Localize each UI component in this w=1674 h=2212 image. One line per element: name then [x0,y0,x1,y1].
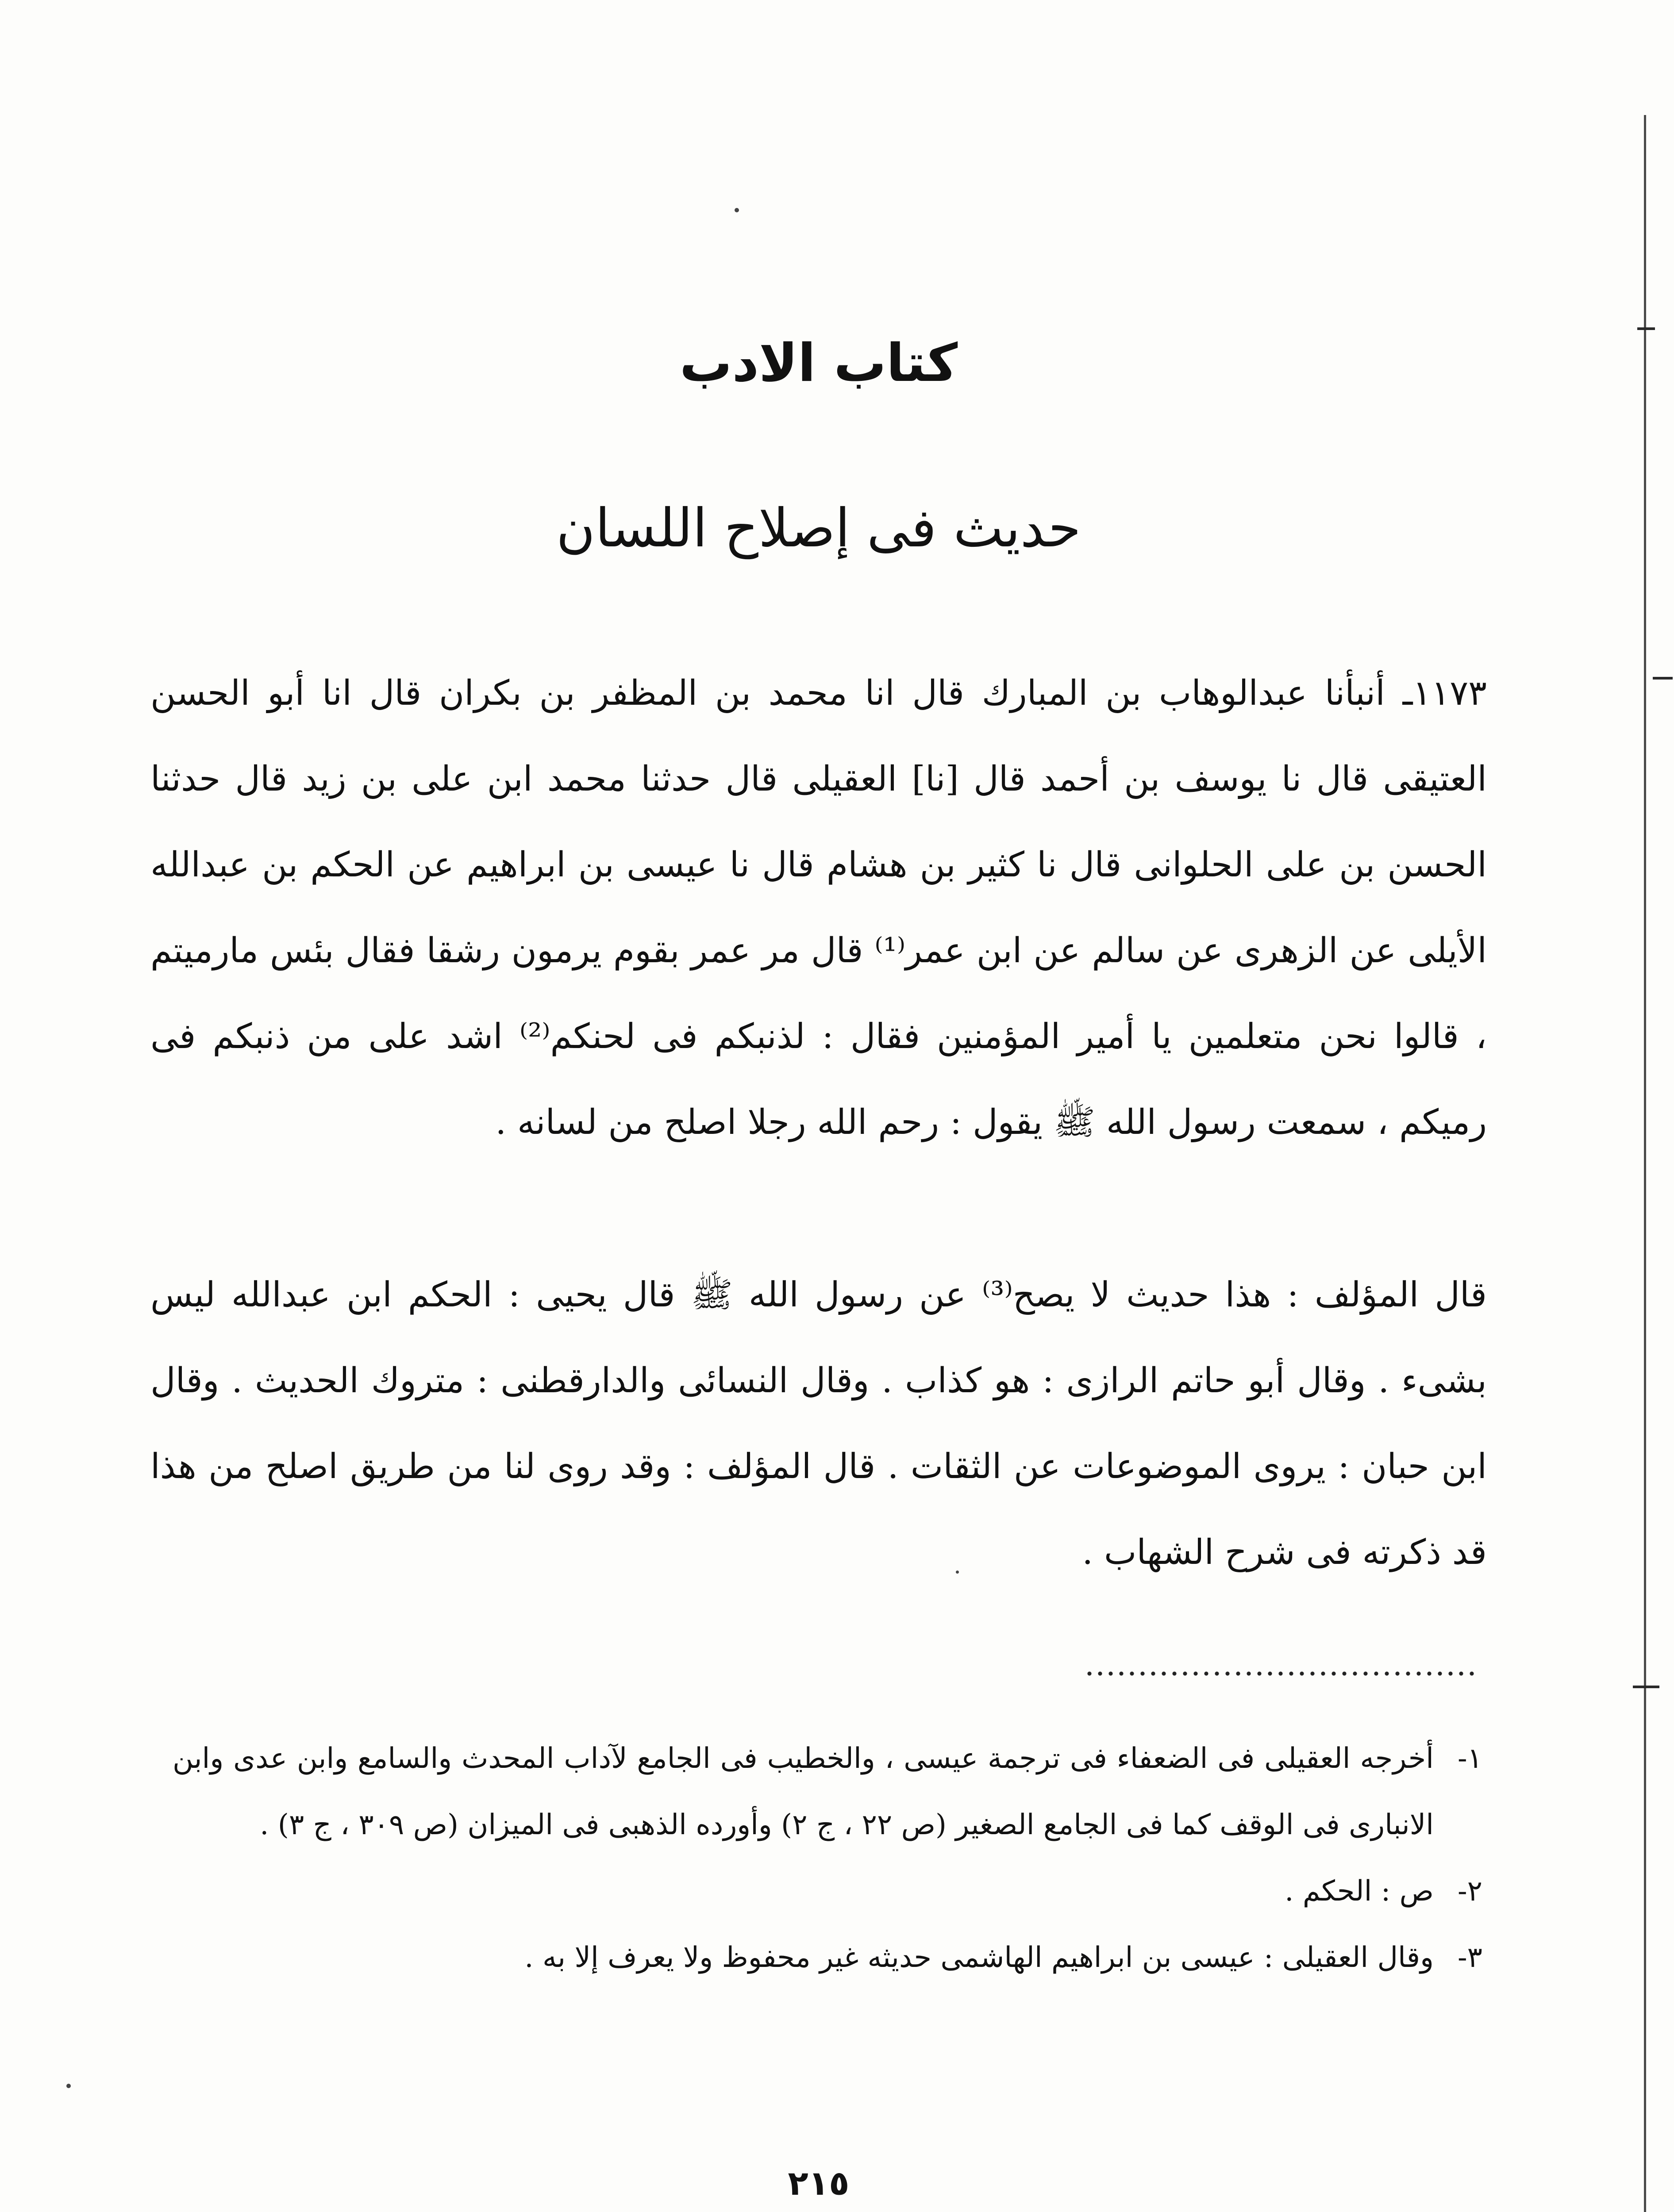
scan-speck [956,1571,959,1574]
edge-tick [1653,677,1673,680]
footnote-text: وقال العقيلى : عيسى بن ابراهيم الهاشمى حديثه غير محفوظ ولا يعرف إلا به . [524,1941,1434,1974]
scan-speck [66,2084,71,2088]
edge-tick [1633,1686,1659,1688]
book-title: كتاب الادب [679,332,958,393]
footnote-number: ٣- [1458,1941,1482,1974]
footnote-text: ص : الحكم . [1285,1875,1434,1908]
hadith-paragraph: ١١٧٣ـ أنبأنا عبدالوهاب بن المبارك قال انا محمد بن المظفر بن بكران قال انا أبو الحسن العتيقى قال نا يوسف بن أحمد قال [نا] العقيلى قال حدثنا محمد ابن على بن زيد قال حدثنا الحسن بن على الحلوانى قال نا كثير بن هشام قال نا عيسى بن ابراهيم عن الحكم بن عبدالله الأيلى عن الزهرى عن سالم عن ابن عمر⁽¹⁾ قال مر عمر بقوم يرمون رشقا فقال بئس مارميتم ، قالوا نحن متعلمين يا أمير المؤمنين فقال : لذنبكم فى لحنكم⁽²⁾ اشد على من ذنبكم فى رميكم ، سمعت رسول الله ﷺ يقول : رحم الله رجلا اصلح من لسانه . [150,673,1487,1142]
footnote-number: ١- [1458,1742,1482,1775]
footnote [173,1858,1482,1924]
chapter-title: حديث فى إصلاح اللسان [556,498,1081,559]
footnote-separator [1084,1670,1478,1677]
scan-speck [735,208,739,212]
page-number: ٢١٥ [788,2163,850,2203]
footnote-number: ٢- [1458,1875,1482,1908]
footnotes [173,1725,1482,1991]
footnote-text: أخرجه العقيلى فى الضعفاء فى ترجمة عيسى ، والخطيب فى الجامع لآداب المحدث والسامع وابن عدى وابن الانبارى فى الوقف كما فى الجامع الصغير (ص ٢٢ ، ج ٢) وأورده الذهبى فى الميزان (ص ٣٠٩ ، ج ٣) . [173,1742,1434,1841]
footnote [173,1924,1482,1991]
footnote [173,1725,1482,1858]
edge-tick [1637,327,1655,330]
page-edge-line [1644,115,1646,2212]
author-commentary-paragraph: قال المؤلف : هذا حديث لا يصح⁽³⁾ عن رسول الله ﷺ قال يحيى : الحكم ابن عبدالله ليس بشىء . وقال أبو حاتم الرازى : هو كذاب . وقال النسائى والدارقطنى : متروك الحديث . وقال ابن حبان : يروى الموضوعات عن الثقات . قال المؤلف : وقد روى لنا من طريق اصلح من هذا قد ذكرته فى شرح الشهاب . [150,1275,1487,1572]
